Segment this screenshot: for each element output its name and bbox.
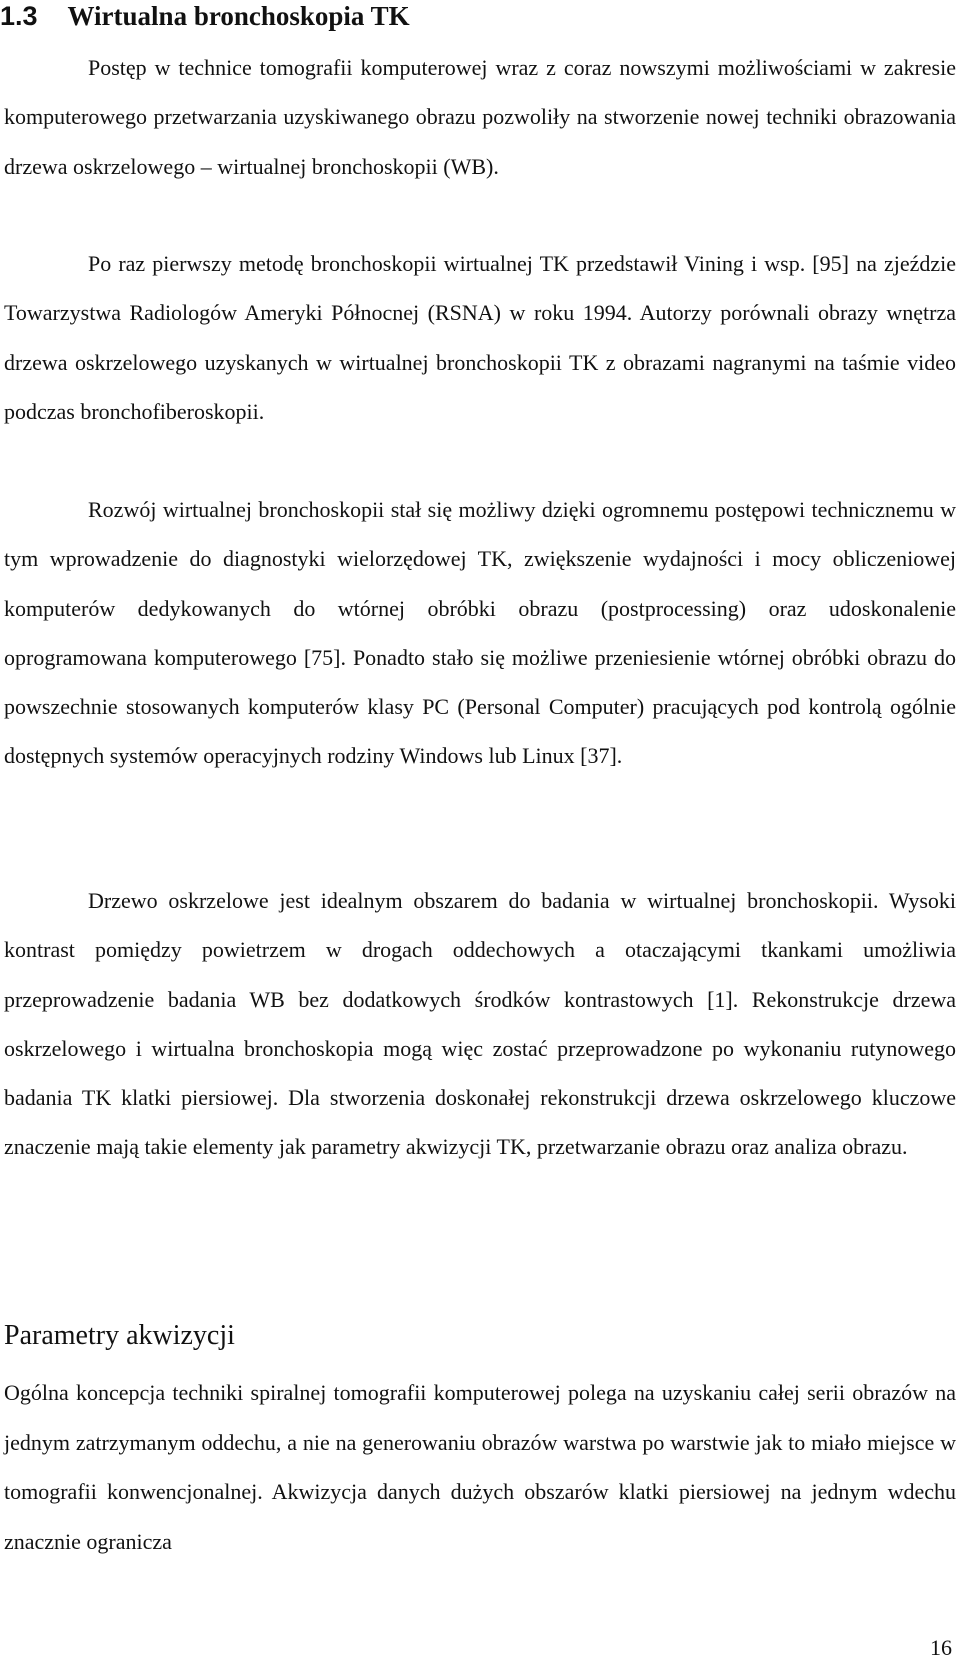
paragraph-acquisition: Ogólna koncepcja techniki spiralnej tomografii komputerowej polega na uzyskaniu całej serii obrazów na jednym zatrzymanym oddechu, a nie na generowaniu obrazów warstwa po warstwie jak to miało miejsce w tomografii konwencjonalnej. Akwizycja danych dużych obszarów klatki piersiowej na jednym wdechu znacznie ogranicza [4, 1380, 956, 1554]
section-number: 1.3 [0, 1, 38, 31]
page-number: 16 [930, 1635, 952, 1660]
paragraph-history: Po raz pierwszy metodę bronchoskopii wirtualnej TK przedstawił Vining i wsp. [95] na zjeździe Towarzystwa Radiologów Ameryki Północnej (RSNA) w roku 1994. Autorzy porównali obrazy wnętrza drzewa oskrzelowego uzyskanych w wirtualnej bronchoskopii TK z obrazami nagranymi na taśmie video podczas bronchofiberoskopii. [4, 251, 956, 424]
subsection-heading: Parametry akwizycji [4, 1320, 235, 1351]
paragraph-development: Rozwój wirtualnej bronchoskopii stał się możliwy dzięki ogromnemu postępowi technicznemu w tym wprowadzenie do diagnostyki wielorzędowej TK, zwiększenie wydajności i mocy obliczeniowej komputerów dedykowanych do wtórnej obróbki obrazu (postprocessing) oraz udoskonalenie oprogramowana komputerowego [75]. Ponadto stało się możliwe przeniesienie wtórnej obróbki obrazu do powszechnie stosowanych komputerów klasy PC (Personal Computer) pracujących pod kontrolą ogólnie dostępnych systemów operacyjnych rodziny Windows lub Linux [37]. [4, 497, 956, 769]
paragraph-bronchial-tree: Drzewo oskrzelowe jest idealnym obszarem do badania w wirtualnej bronchoskopii. Wysoki kontrast pomiędzy powietrzem w drogach oddechowych a otaczającymi tkankami umożliwia przeprowadzenie badania WB bez dodatkowych środków kontrastowych [1]. Rekonstrukcje drzewa oskrzelowego i wirtualna bronchoskopia mogą więc zostać przeprowadzone po wykonaniu rutynowego badania TK klatki piersiowej. Dla stworzenia doskonałej rekonstrukcji drzewa oskrzelowego kluczowe znaczenie mają takie elementy jak parametry akwizycji TK, przetwarzanie obrazu oraz analiza obrazu. [4, 888, 956, 1160]
section-title: Wirtualna bronchoskopia TK [67, 1, 410, 31]
section-heading [0, 0, 410, 32]
paragraph-intro: Postęp w technice tomografii komputerowej wraz z coraz nowszymi możliwościami w zakresie komputerowego przetwarzania uzyskiwanego obrazu pozwoliły na stworzenie nowej techniki obrazowania drzewa oskrzelowego – wirtualnej bronchoskopii (WB). [4, 55, 956, 179]
